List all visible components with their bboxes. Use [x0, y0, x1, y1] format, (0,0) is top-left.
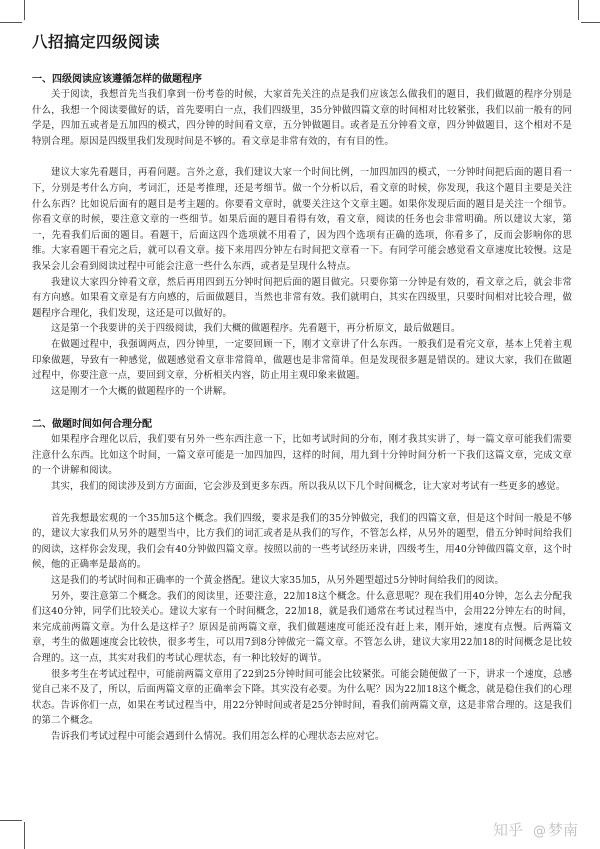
crop-mark-bottom-left-h: [0, 820, 22, 821]
section-gap: [32, 399, 572, 415]
section-2-paragraph-3: 首先我想最宏观的一个35加5这个概念。我们四级，要求是我们的35分钟做完，我们的四篇文章，但是这个时间一般是不够的，建议大家我们从另外的题型当中，比方我们的词汇或者是从我们的写作，不管怎么样，从另外的题型，借五分钟时间给我们的阅读，这样你会发现，我们会有40分钟做四篇文章。按照以前的一些考试经历来讲，四级考生，用40分钟做四篇文章，这个时候，他的正确率是最高的。: [32, 512, 572, 571]
section-1-paragraph-5: 在做题过程中，我强调两点，四分钟里，一定要回顾一下，刚才文章讲了什么东西。一般我们是看完文章，基本上凭着主观印象做题，导致有一种感觉，做题感觉看文章非常简单，做题也是非常简单。但是发现很多题是错误的。建议大家，我们在做题过程中，你要注意一点，要回到文章，分析相关内容，防止用主观印象来做题。: [32, 338, 572, 382]
document-page: [32, 30, 572, 745]
paragraph-gap: [32, 495, 572, 511]
section-1-paragraph-2: 建议大家先看题目，再看问题。言外之意，我们建议大家一个时间比例，一加四加四的模式，一分钟时间把后面的题目看一下，分别是考什么方向，考词汇，还是考推理，还是考细节。做一个分析以后，看文章的时候，你发现，我这个题目主要是关注什么东西？比如说后面有的题目是考主题的。你要看文章时，就要关注这个文章主题。如果你发现后面的题目是关注一个细节。你看文章的时候，要注意文章的一些细节。如果后面的题目看得有效，看文章，阅读的任务也会非常明确。所以建议大家，第一，先看我们后面的题目。看题干，后面这四个选项就不用看了，因为四个选项有正确的选项，你看多了，反而会影响你的思维。大家看题干看完之后，就可以看文章。接下来用四分钟左右时间把文章看一下。有同学可能会感觉看文章速度比较慢。这是我呆会儿会看到阅读过程中可能会注意一些什么东西，或者是呈现什么特点。: [32, 167, 572, 272]
section-1-heading: 一、四级阅读应该遵循怎样的做题程序: [32, 74, 202, 85]
section-2-paragraph-7: 告诉我们考试过程中可能会遇到什么情况。我们用怎么样的心理状态去应对它。: [51, 730, 385, 742]
section-2-paragraph-2: 其实，我们的阅读涉及到方方面面，它会涉及到更多东西。所以我从以下几个时间概念，让大家对考试有一些更多的感觉。: [51, 481, 566, 493]
section-1-paragraph-4: 这是第一个我要讲的关于四级阅读，我们大概的做题程序。先看题干，再分析原文，最后做题目。: [51, 323, 461, 335]
section-2-paragraph-6: 很多考生在考试过程中，可能前两篇文章用了22到25分钟时间可能会比较紧张。可能会随便做了一下，讲求一个速度，总感觉自己来不及了，所以，后面两篇文章的正确率会下降。其实没有必要。为什么呢？因为22加18这个概念，就是稳住我们的心理状态。告诉你们一点，如果在考试过程当中，用22分钟时间或者是25分钟时间，看我们前两篇文章，这是非常合理的。这是我们的第二个概念。: [32, 668, 572, 727]
section-1-paragraph-3: 我建议大家四分钟看文章，然后再用四到五分钟时间把后面的题目做完。只要你第一分钟是有效的，看文章之后，就会非常有方向感。如果看文章是有方向感的，后面做题目，当然也非常有效。我们就明白，其实在四级里，只要时间相对比较合理，做题程序合理化，我们发现，这还是可以做好的。: [32, 276, 572, 319]
crop-mark-bottom-left-v: [24, 822, 25, 849]
watermark-at: @: [532, 824, 546, 839]
crop-mark-top-right-h: [581, 22, 600, 23]
section-1-paragraph-6: 这是刚才一个大概的做题程序的一个讲解。: [51, 385, 232, 397]
watermark-brand: 知乎: [492, 821, 523, 839]
watermark-author: 梦南: [547, 821, 578, 839]
crop-mark-top-right-v: [578, 0, 579, 20]
section-2-paragraph-1: 如果程序合理化以后，我们要有另外一些东西注意一下，比如考试时间的分布，刚才我其实讲了，每一篇文章可能我们需要注意什么东西。比如这个时间，一篇文章可能是一加四加四，这样的时间，用九到十分钟时间分析一下我们这篇文章，完成文章的一个讲解和阅读。: [32, 434, 572, 477]
section-2-paragraph-4: 这是我们的考试时间和正确率的一个黄金搭配。建议大家35加5，从另外题型超过5分钟时间给我们的阅读。: [51, 575, 505, 587]
crop-mark-top-left-v: [24, 0, 25, 20]
paragraph-gap: [32, 149, 572, 165]
document-title: 八招搞定四级阅读: [32, 33, 161, 51]
section-2-heading: 二、做题时间如何合理分配: [32, 419, 152, 431]
zhihu-watermark: [493, 819, 578, 840]
section-1-paragraph-1: 关于阅读，我想首先当我们拿到一份考卷的时候，大家首先关注的点是我们应该怎么做我们的题目，我们做题的程序分别是什么，我想一个阅读要做好的话，首先要明白一点，我们四级里，35分钟做四篇文章的时间相对比较紧张，我们以前一般有的同学是，四加五或者是五加四的模式，四分钟的时间看文章，五分钟做题目。或者是五分钟看文章，四分钟做题目，这个相对不是特别合理。原因是四级里我们发现时间是不够的。看文章是非常有效的，有有目的性。: [32, 89, 572, 147]
crop-mark-top-left-h: [0, 22, 22, 23]
section-2-paragraph-5: 另外，要注意第二个概念。我们的阅读里，还要注意，22加18这个概念。什么意思呢？现在我们用40分钟，怎么去分配我们这40分钟，同学们比较关心。建议大家有一个时间概念，22加18，就是我们通常在考试过程当中，会用22分钟左右的时间，来完成前两篇文章。为什么是这样子？原因是前两篇文章，我们做题速度可能还没有赶上来，刚开始，速度有点慢。后两篇文章，考生的做题速度会比较快，很多考生，可以用7到8分钟做完一篇文章。不管怎么讲，建议大家用22加18的时间概念是比较合理的。这一点，其实对我们的考试心理状态，有一种比较好的调节。: [32, 590, 572, 664]
